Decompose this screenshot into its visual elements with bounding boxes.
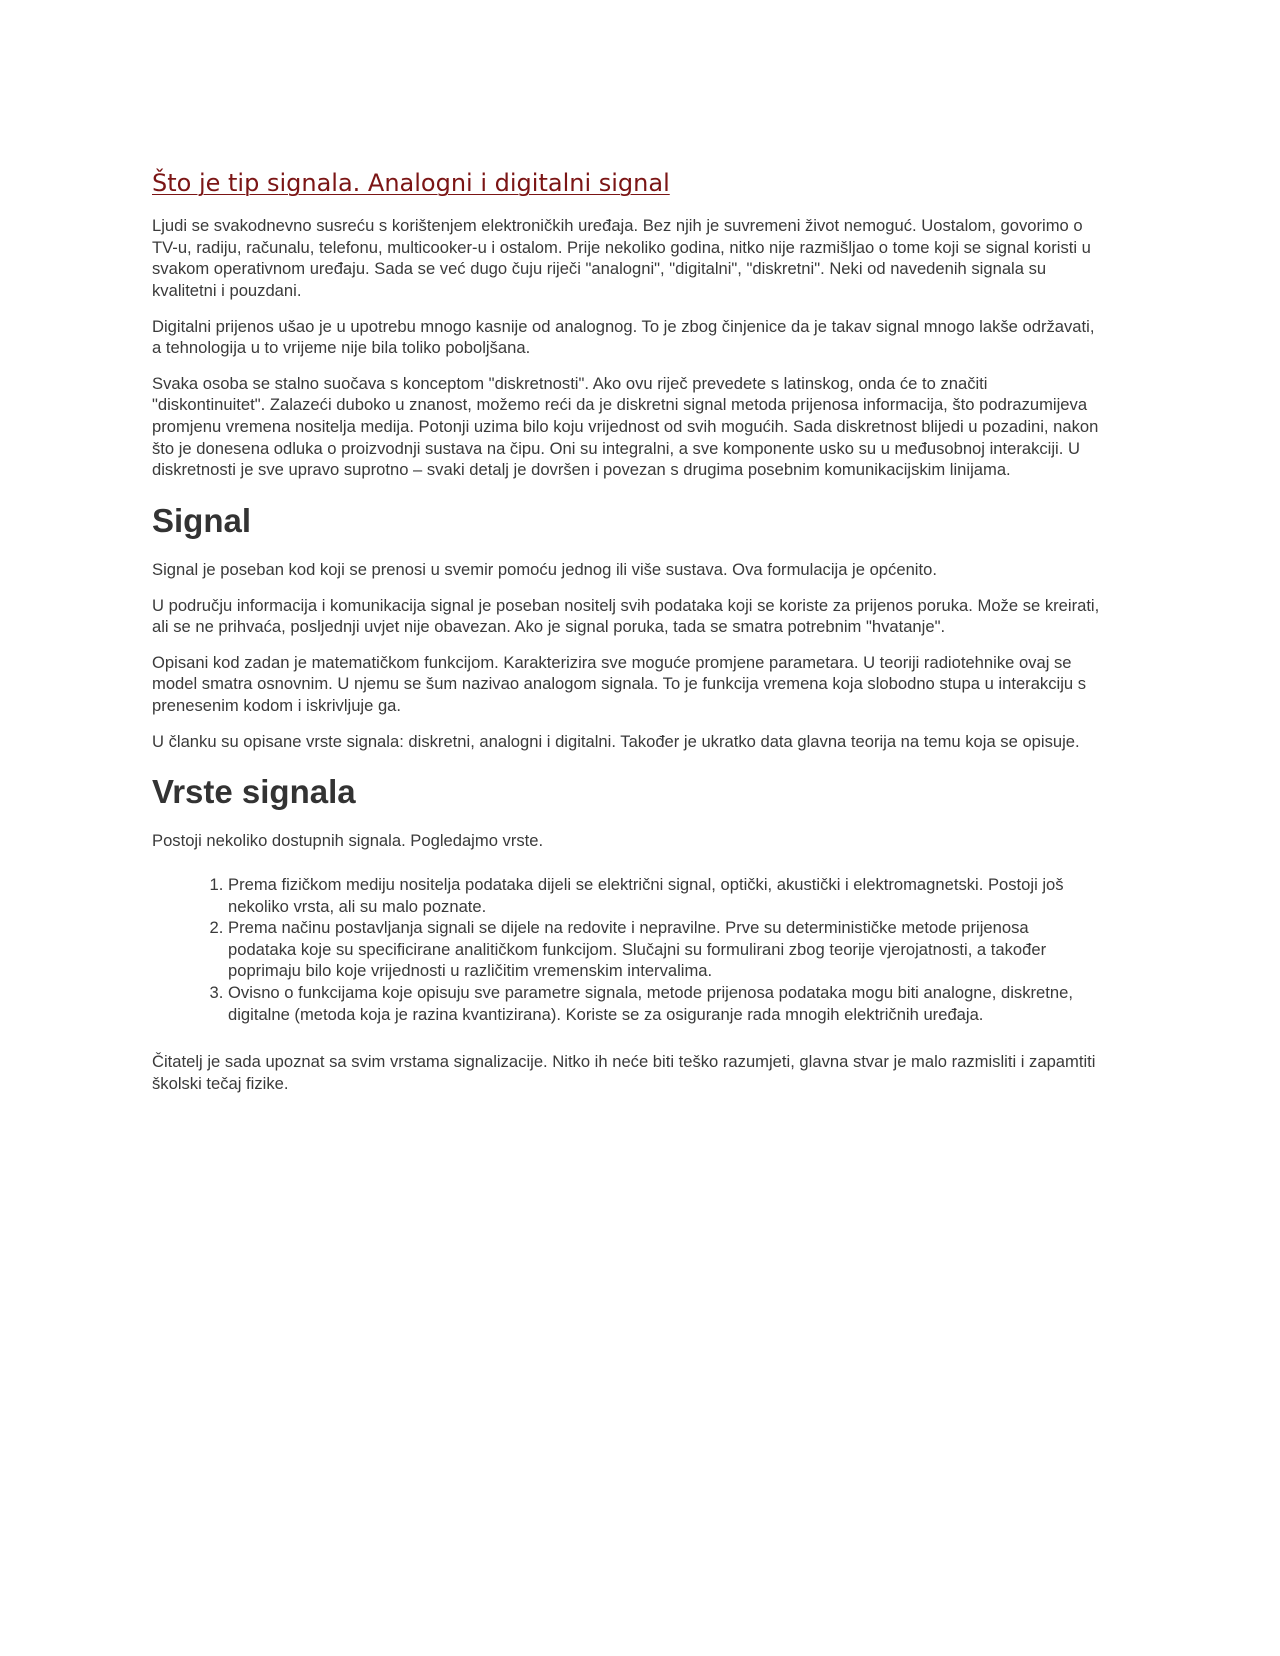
signal-paragraph-3: Opisani kod zadan je matematičkom funkcijom. Karakterizira sve moguće promjene parametara. U teoriji radiotehnike ovaj se model smatra osnovnim. U njemu se šum nazivao analogom signala. To je funkcija vremena koja slobodno stupa u interakciju s prenesenim kodom i iskrivljuje ga.: [152, 652, 1087, 715]
signal-paragraph-1: Signal je poseban kod koji se prenosi u svemir pomoću jednog ili više sustava. Ova formulacija je općenito.: [152, 560, 937, 580]
intro-paragraph-2: Digitalni prijenos ušao je u upotrebu mnogo kasnije od analognog. To je zbog činjenice da je takav signal mnogo lakše održavati, a tehnologija u to vrijeme nije bila toliko poboljšana.: [152, 316, 1095, 358]
document-page: [152, 168, 1100, 1108]
intro-paragraph-3: Svaka osoba se stalno suočava s konceptom "diskretnosti". Ako ovu riječ prevedete s latinskog, onda će to značiti "diskontinuitet". Zalazeći duboko u znanost, možemo reći da je diskretni signal metoda prijenosa informacija, što podrazumijeva promjenu vremena nositelja medija. Potonji uzima bilo koju vrijednost od svih mogućih. Sada diskretnost blijedi u pozadini, nakon što je donesena odluka o proizvodnji sustava na čipu. Oni su integralni, a sve komponente usko su u međusobnoj interakciji. U diskretnosti je sve upravo suprotno – svaki detalj je dovršen i povezan s drugima posebnim komunikacijskim linijama.: [152, 373, 1099, 480]
list-item: 1. Prema fizičkom mediju nositelja podataka dijeli se električni signal, optički, akustički i elektromagnetski. Postoji još nekoliko vrsta, ali su malo poznate.: [228, 874, 1100, 917]
signal-types-intro: Postoji nekoliko dostupnih signala. Pogledajmo vrste.: [152, 831, 544, 851]
signal-paragraph-2: U području informacija i komunikacija signal je poseban nositelj svih podataka koji se koriste za prijenos poruka. Može se kreirati, ali se ne prihvaća, posljednji uvjet nije obavezan. Ako je signal poruka, tada se smatra potrebnim "hvatanje".: [152, 595, 1100, 637]
signal-heading: Signal: [152, 501, 252, 539]
conclusion-paragraph: Čitatelj je sada upoznat sa svim vrstama signalizacije. Nitko ih neće biti teško razumjeti, glavna stvar je malo razmisliti i zapamtiti školski tečaj fizike.: [152, 1052, 1096, 1093]
signal-types-heading: Vrste signala: [152, 773, 356, 811]
intro-paragraph-1: Ljudi se svakodnevno susreću s korištenjem elektroničkih uređaja. Bez njih je suvremeni život nemoguć. Uostalom, govorimo o TV-u, radiju, računalu, telefonu, multicooker-u i ostalom. Prije nekoliko godina, nitko nije razmišljao o tome koji se signal koristi u svakom operativnom uređaju. Sada se već dugo čuju riječi "analogni", "digitalni", "diskretni". Neki od navedenih signala su kvalitetni i pouzdani.: [152, 216, 1091, 300]
signal-types-list: [152, 874, 1100, 1025]
article-title-link[interactable]: Što je tip signala. Analogni i digitalni signal: [152, 169, 670, 197]
list-item: 3. Ovisno o funkcijama koje opisuju sve parametre signala, metode prijenosa podataka mogu biti analogne, diskretne, digitalne (metoda koja je razina kvantizirana). Koriste se za osiguranje rada mnogih električnih uređaja.: [228, 982, 1100, 1025]
signal-paragraph-4: U članku su opisane vrste signala: diskretni, analogni i digitalni. Također je ukratko data glavna teorija na temu koja se opisuje.: [152, 731, 1080, 751]
list-item: 2. Prema načinu postavljanja signali se dijele na redovite i nepravilne. Prve su determinističke metode prijenosa podataka koje su specificirane analitičkom funkcijom. Slučajni su formulirani zbog teorije vjerojatnosti, a također poprimaju bilo koje vrijednosti u različitim vremenskim intervalima.: [228, 917, 1100, 982]
